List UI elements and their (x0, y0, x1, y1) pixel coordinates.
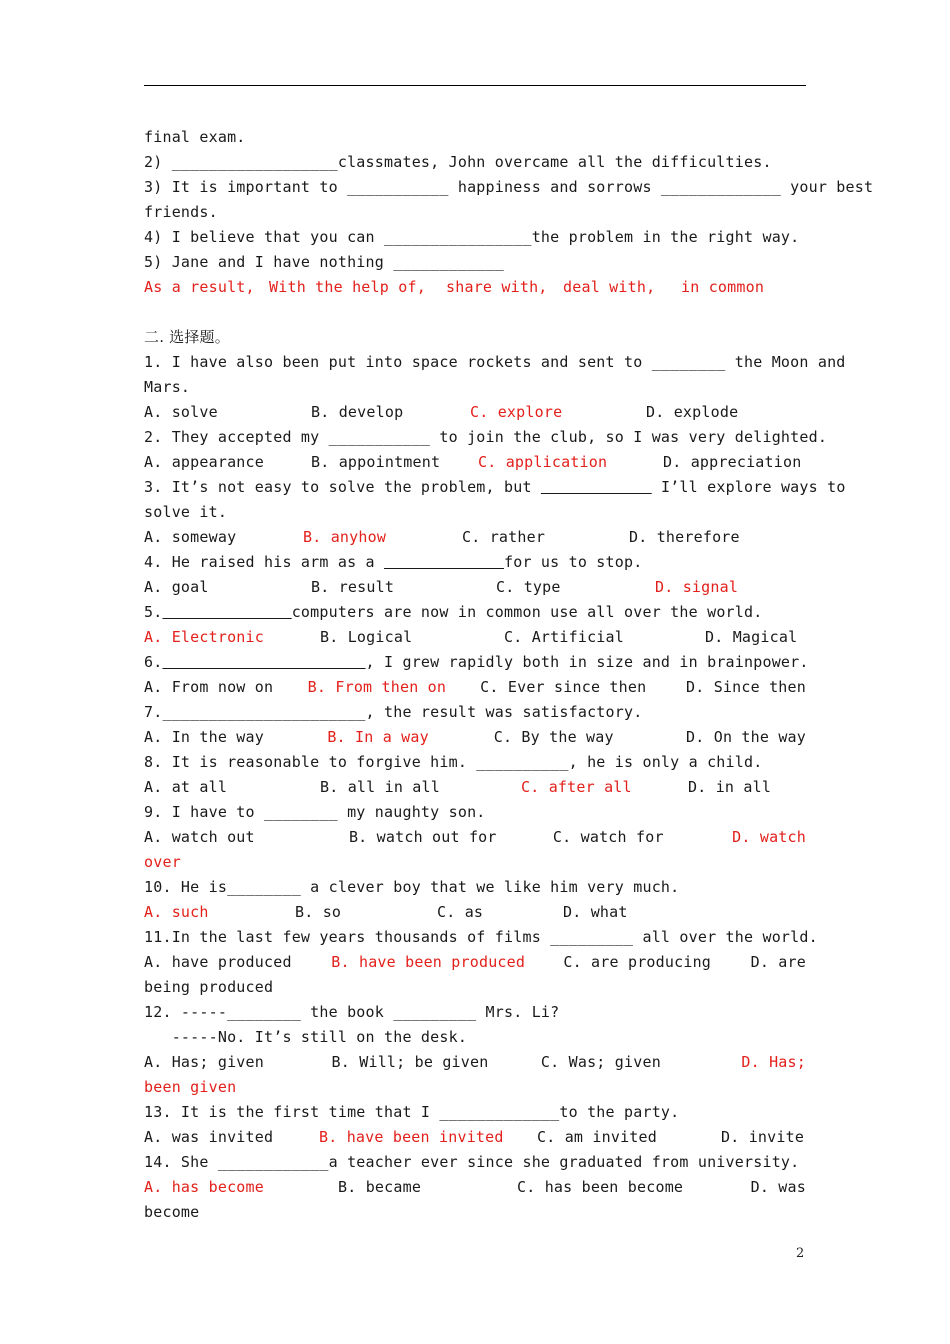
option-answer: B. have been invited (319, 1128, 504, 1146)
question-12: 12. -----________ the book _________ Mrs. Li? (144, 1003, 560, 1021)
blank (162, 603, 291, 621)
fill-in-item-2: 2) __________________classmates, John overcame all the difficulties. (144, 153, 772, 171)
options-1 (144, 400, 806, 425)
option: A. at all (144, 778, 228, 796)
options-11 (144, 950, 806, 975)
option: C. By the way (493, 728, 614, 746)
question-11: 11.In the last few years thousands of films _________ all over the world. (144, 928, 818, 946)
fill-in-item-5: 5) Jane and I have nothing ____________ (144, 253, 504, 271)
option: D. what (563, 903, 628, 921)
option: C. Ever since then (480, 678, 647, 696)
options-12 (144, 1050, 806, 1075)
option-continued: being produced (144, 978, 274, 996)
options-5 (144, 625, 806, 650)
option: C. Was; given (540, 1053, 661, 1071)
option-continued: become (144, 1203, 200, 1221)
option-answer-continued: over (144, 853, 181, 871)
option: A. Has; given (144, 1053, 264, 1071)
header-rule (144, 85, 806, 86)
option-answer: D. watch (732, 828, 806, 846)
options-14 (144, 1175, 806, 1200)
question-10: 10. He is________ a clever boy that we like him very much. (144, 878, 680, 896)
question-7: 7.______________________, the result was satisfactory. (144, 703, 643, 721)
question-text: 3. It’s not easy to solve the problem, but (144, 478, 532, 496)
option: B. so (295, 903, 342, 921)
option: D. therefore (629, 528, 740, 546)
question-text: 5. (144, 603, 163, 621)
option: D. invite (721, 1128, 805, 1146)
question-text: , I grew rapidly both in size and in brainpower. (365, 653, 809, 671)
options-3 (144, 525, 806, 550)
phrase: As a result, (144, 278, 255, 296)
question-14: 14. She ____________a teacher ever since she graduated from university. (144, 1153, 800, 1171)
option: B. watch out for (348, 828, 497, 846)
option-answer: A. Electronic (144, 628, 264, 646)
option-answer: C. explore (470, 403, 563, 421)
option-answer: A. has become (144, 1178, 264, 1196)
option: B. became (338, 1178, 422, 1196)
option-answer: C. after all (521, 778, 632, 796)
option: B. appointment (311, 453, 441, 471)
options-6 (144, 675, 806, 700)
option: C. are producing (563, 953, 712, 971)
option: D. was (750, 1178, 806, 1196)
question-3 (144, 475, 846, 500)
options-8 (144, 775, 806, 800)
option: C. watch for (552, 828, 664, 846)
option-answer: B. anyhow (303, 528, 387, 546)
option: C. am invited (537, 1128, 657, 1146)
option: A. In the way (144, 728, 264, 746)
options-10 (144, 900, 806, 925)
options-13 (144, 1125, 806, 1150)
text-line: solve it. (144, 503, 228, 521)
option-answer: D. Has; (741, 1053, 806, 1071)
question-9: 9. I have to ________ my naughty son. (144, 803, 486, 821)
phrase: With the help of, (269, 278, 426, 296)
option: A. appearance (144, 453, 264, 471)
question-text: I’ll explore ways to (651, 478, 846, 496)
option: A. someway (144, 528, 237, 546)
option-answer-continued: been given (144, 1078, 237, 1096)
blank (541, 478, 652, 496)
question-text: for us to stop. (504, 553, 643, 571)
phrase-bank (144, 275, 806, 300)
fill-in-item-3: 3) It is important to ___________ happiness and sorrows _____________ your best (144, 178, 874, 196)
option: C. type (496, 578, 561, 596)
option-answer: B. have been produced (331, 953, 526, 971)
fill-in-item-4: 4) I believe that you can ________________the problem in the right way. (144, 228, 800, 246)
option: B. Will; be given (331, 1053, 489, 1071)
text-line: friends. (144, 203, 218, 221)
option: D. are (750, 953, 806, 971)
question-13: 13. It is the first time that I _____________to the party. (144, 1103, 680, 1121)
text-line: final exam. (144, 128, 246, 146)
phrase: share with, (446, 278, 548, 296)
question-text: 4. He raised his arm as a (144, 553, 384, 571)
option-answer: B. From then on (307, 678, 447, 696)
option-answer: C. application (478, 453, 608, 471)
question-text: 6. (144, 653, 163, 671)
options-9 (144, 825, 806, 850)
option: B. develop (311, 403, 404, 421)
document-body (144, 125, 874, 1225)
option: D. explode (646, 403, 739, 421)
page-number: 2 (796, 1246, 805, 1261)
question-1: 1. I have also been put into space rockets and sent to ________ the Moon and (144, 353, 846, 371)
section-title: 二. 选择题。 (144, 328, 230, 346)
text-line: Mars. (144, 378, 191, 396)
option: B. all in all (320, 778, 440, 796)
blank (162, 653, 365, 671)
option-answer: A. such (144, 903, 209, 921)
option: D. Since then (686, 678, 806, 696)
option: A. was invited (144, 1128, 274, 1146)
option-answer: D. signal (655, 578, 739, 596)
phrase: deal with, (563, 278, 656, 296)
option: A. have produced (144, 953, 292, 971)
option: D. appreciation (663, 453, 802, 471)
question-4 (144, 550, 806, 575)
option: D. On the way (686, 728, 807, 746)
dialogue-line: -----No. It’s still on the desk. (144, 1028, 468, 1046)
option: A. goal (144, 578, 209, 596)
option: D. Magical (705, 628, 798, 646)
option: B. Logical (320, 628, 413, 646)
question-8: 8. It is reasonable to forgive him. __________, he is only a child. (144, 753, 763, 771)
option: C. rather (462, 528, 546, 546)
question-6 (144, 650, 809, 675)
question-5 (144, 600, 806, 625)
option: C. as (437, 903, 484, 921)
options-2 (144, 450, 806, 475)
option: C. Artificial (504, 628, 624, 646)
phrase: in common (681, 278, 765, 296)
options-7 (144, 725, 806, 750)
option: A. solve (144, 403, 218, 421)
option: A. watch out (144, 828, 255, 846)
option: D. in all (688, 778, 772, 796)
option: A. From now on (144, 678, 274, 696)
options-4 (144, 575, 806, 600)
option-answer: B. In a way (327, 728, 429, 746)
blank (384, 553, 504, 571)
option: B. result (311, 578, 395, 596)
question-2: 2. They accepted my ___________ to join the club, so I was very delighted. (144, 428, 828, 446)
question-text: computers are now in common use all over the world. (291, 603, 763, 621)
option: C. has been become (517, 1178, 684, 1196)
